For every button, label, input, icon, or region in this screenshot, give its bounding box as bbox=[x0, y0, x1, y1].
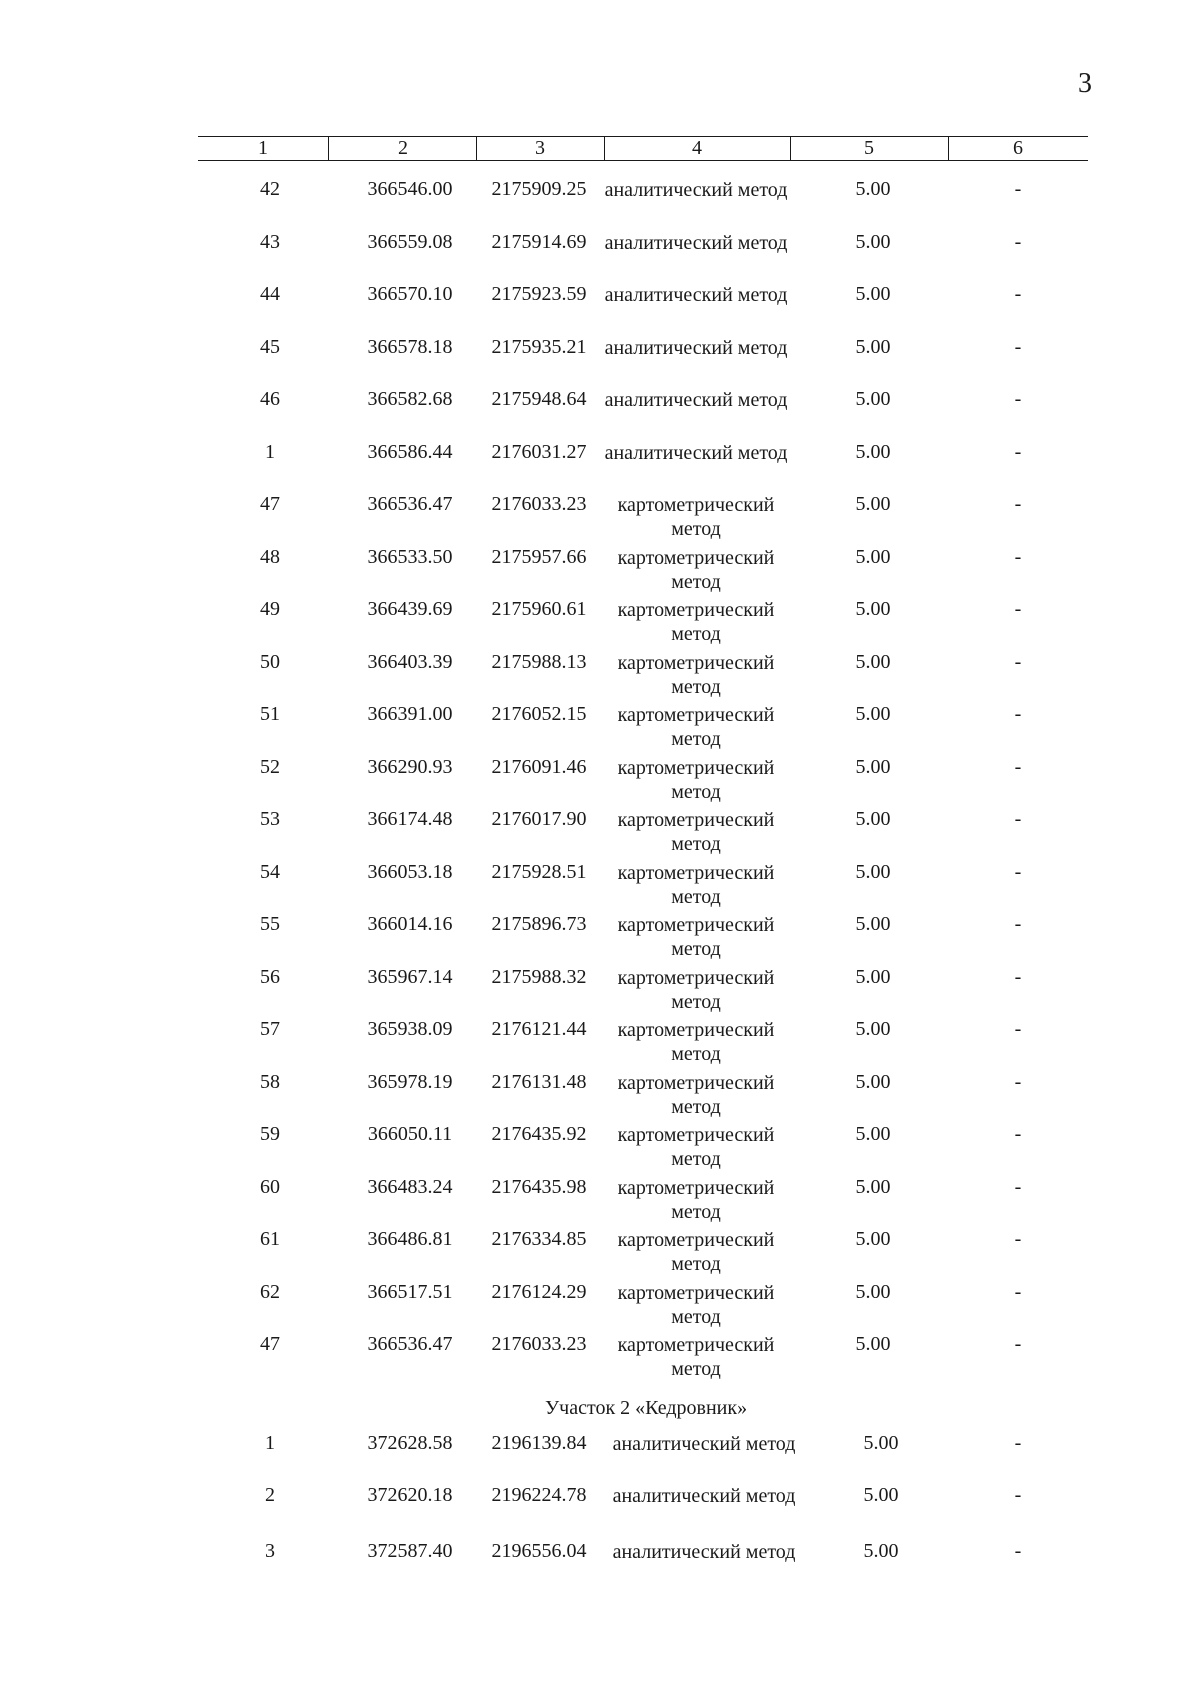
header-separator bbox=[328, 136, 329, 160]
y-coordinate-cell: 2176031.27 bbox=[491, 440, 587, 463]
table-row bbox=[0, 336, 1200, 386]
point-number-cell: 1 bbox=[265, 1432, 275, 1454]
note-cell: - bbox=[1014, 1280, 1022, 1303]
x-coordinate-cell: 366586.44 bbox=[367, 440, 453, 463]
table-row bbox=[0, 1484, 1200, 1534]
accuracy-cell: 5.00 bbox=[855, 1333, 891, 1355]
y-coordinate-cell: 2175948.64 bbox=[491, 388, 587, 410]
note-cell: - bbox=[1014, 230, 1022, 253]
note-cell: - bbox=[1014, 755, 1022, 778]
accuracy-cell: 5.00 bbox=[855, 178, 891, 200]
accuracy-cell: 5.00 bbox=[855, 913, 891, 935]
header-col-3: 3 bbox=[535, 137, 545, 159]
y-coordinate-cell: 2175988.13 bbox=[491, 650, 587, 673]
table-row bbox=[0, 1333, 1200, 1383]
note-cell: - bbox=[1014, 283, 1022, 305]
y-coordinate-cell: 2176435.98 bbox=[491, 1175, 587, 1198]
accuracy-cell: 5.00 bbox=[855, 493, 891, 515]
x-coordinate-cell: 366053.18 bbox=[367, 860, 453, 883]
point-number-cell: 44 bbox=[260, 283, 280, 305]
accuracy-cell: 5.00 bbox=[855, 230, 891, 253]
table-row bbox=[0, 1281, 1200, 1331]
note-cell: - bbox=[1014, 1540, 1022, 1562]
note-cell: - bbox=[1014, 1333, 1022, 1355]
note-cell: - bbox=[1014, 965, 1022, 988]
y-coordinate-cell: 2175928.51 bbox=[491, 860, 587, 883]
point-number-cell: 48 bbox=[260, 545, 280, 568]
point-number-cell: 47 bbox=[260, 493, 280, 515]
accuracy-cell: 5.00 bbox=[855, 545, 891, 568]
method-cell: картометрический метод bbox=[617, 1124, 775, 1170]
method-cell: картометрический метод bbox=[617, 861, 775, 908]
accuracy-cell: 5.00 bbox=[863, 1540, 899, 1562]
header-separator bbox=[476, 136, 477, 160]
header-col-2: 2 bbox=[398, 137, 408, 159]
note-cell: - bbox=[1014, 703, 1022, 725]
accuracy-cell: 5.00 bbox=[855, 860, 891, 883]
accuracy-cell: 5.00 bbox=[863, 1484, 899, 1506]
method-cell: картометрический метод bbox=[617, 1334, 775, 1380]
table-row bbox=[0, 966, 1200, 1016]
note-cell: - bbox=[1014, 1018, 1022, 1040]
accuracy-cell: 5.00 bbox=[863, 1432, 899, 1454]
y-coordinate-cell: 2175896.73 bbox=[491, 913, 587, 935]
method-cell: картометрический метод bbox=[617, 1071, 775, 1118]
point-number-cell: 54 bbox=[260, 860, 280, 883]
accuracy-cell: 5.00 bbox=[855, 1228, 891, 1250]
method-cell: аналитический метод bbox=[612, 1485, 796, 1507]
note-cell: - bbox=[1014, 493, 1022, 515]
note-cell: - bbox=[1014, 1123, 1022, 1145]
method-cell: картометрический метод bbox=[617, 494, 775, 540]
note-cell: - bbox=[1014, 1175, 1022, 1198]
note-cell: - bbox=[1014, 178, 1022, 200]
header-separator bbox=[604, 136, 605, 160]
x-coordinate-cell: 366403.39 bbox=[367, 650, 453, 673]
method-cell: картометрический метод bbox=[617, 1281, 775, 1328]
note-cell: - bbox=[1014, 1070, 1022, 1093]
y-coordinate-cell: 2196556.04 bbox=[491, 1540, 587, 1562]
point-number-cell: 2 bbox=[265, 1484, 275, 1506]
header-col-1: 1 bbox=[258, 137, 268, 159]
table-row bbox=[0, 756, 1200, 806]
x-coordinate-cell: 366559.08 bbox=[367, 230, 453, 253]
x-coordinate-cell: 366536.47 bbox=[367, 493, 453, 515]
note-cell: - bbox=[1014, 1484, 1022, 1506]
table-row bbox=[0, 1176, 1200, 1226]
accuracy-cell: 5.00 bbox=[855, 1070, 891, 1093]
header-col-5: 5 bbox=[864, 137, 874, 159]
accuracy-cell: 5.00 bbox=[855, 283, 891, 305]
x-coordinate-cell: 372628.58 bbox=[367, 1432, 453, 1454]
header-col-4: 4 bbox=[692, 137, 702, 159]
x-coordinate-cell: 366570.10 bbox=[367, 283, 453, 305]
point-number-cell: 55 bbox=[260, 913, 280, 935]
point-number-cell: 56 bbox=[260, 965, 280, 988]
method-cell: картометрический метод bbox=[617, 546, 775, 593]
table-row bbox=[0, 703, 1200, 753]
y-coordinate-cell: 2175988.32 bbox=[491, 965, 587, 988]
x-coordinate-cell: 372587.40 bbox=[367, 1540, 453, 1562]
point-number-cell: 45 bbox=[260, 335, 280, 358]
method-cell: аналитический метод bbox=[604, 389, 788, 411]
accuracy-cell: 5.00 bbox=[855, 335, 891, 358]
x-coordinate-cell: 366483.24 bbox=[367, 1175, 453, 1198]
header-bottom-rule bbox=[198, 160, 1088, 161]
x-coordinate-cell: 366582.68 bbox=[367, 388, 453, 410]
table-row bbox=[0, 808, 1200, 858]
note-cell: - bbox=[1014, 440, 1022, 463]
note-cell: - bbox=[1014, 913, 1022, 935]
method-cell: картометрический метод bbox=[617, 966, 775, 1013]
y-coordinate-cell: 2175909.25 bbox=[491, 178, 587, 200]
table-header bbox=[198, 136, 1088, 162]
x-coordinate-cell: 366517.51 bbox=[367, 1280, 453, 1303]
point-number-cell: 49 bbox=[260, 598, 280, 620]
point-number-cell: 58 bbox=[260, 1070, 280, 1093]
x-coordinate-cell: 372620.18 bbox=[367, 1484, 453, 1506]
table-row bbox=[0, 178, 1200, 228]
header-separator bbox=[790, 136, 791, 160]
x-coordinate-cell: 366391.00 bbox=[367, 703, 453, 725]
y-coordinate-cell: 2176124.29 bbox=[491, 1280, 587, 1303]
note-cell: - bbox=[1014, 860, 1022, 883]
note-cell: - bbox=[1014, 808, 1022, 830]
x-coordinate-cell: 366546.00 bbox=[367, 178, 453, 200]
note-cell: - bbox=[1014, 335, 1022, 358]
method-cell: аналитический метод bbox=[604, 441, 788, 464]
y-coordinate-cell: 2176121.44 bbox=[491, 1018, 587, 1040]
x-coordinate-cell: 366536.47 bbox=[367, 1333, 453, 1355]
method-cell: картометрический метод bbox=[617, 1229, 775, 1275]
accuracy-cell: 5.00 bbox=[855, 808, 891, 830]
table-row bbox=[0, 1228, 1200, 1278]
x-coordinate-cell: 366174.48 bbox=[367, 808, 453, 830]
y-coordinate-cell: 2196139.84 bbox=[491, 1432, 587, 1454]
method-cell: картометрический метод bbox=[617, 914, 775, 960]
point-number-cell: 47 bbox=[260, 1333, 280, 1355]
y-coordinate-cell: 2176435.92 bbox=[491, 1123, 587, 1145]
table-row bbox=[0, 651, 1200, 701]
accuracy-cell: 5.00 bbox=[855, 1280, 891, 1303]
method-cell: картометрический метод bbox=[617, 651, 775, 698]
x-coordinate-cell: 365967.14 bbox=[367, 965, 453, 988]
header-col-6: 6 bbox=[1013, 137, 1023, 159]
point-number-cell: 57 bbox=[260, 1018, 280, 1040]
method-cell: картометрический метод bbox=[617, 599, 775, 645]
method-cell: картометрический метод bbox=[617, 756, 775, 803]
point-number-cell: 52 bbox=[260, 755, 280, 778]
table-row bbox=[0, 598, 1200, 648]
method-cell: картометрический метод bbox=[617, 809, 775, 855]
table-row bbox=[0, 231, 1200, 281]
point-number-cell: 62 bbox=[260, 1280, 280, 1303]
accuracy-cell: 5.00 bbox=[855, 755, 891, 778]
header-separator bbox=[948, 136, 949, 160]
table-row bbox=[0, 1018, 1200, 1068]
accuracy-cell: 5.00 bbox=[855, 703, 891, 725]
table-row bbox=[0, 1071, 1200, 1121]
point-number-cell: 46 bbox=[260, 388, 280, 410]
header-top-rule bbox=[198, 136, 1088, 137]
method-cell: картометрический метод bbox=[617, 1176, 775, 1223]
table-row bbox=[0, 1540, 1200, 1590]
x-coordinate-cell: 366290.93 bbox=[367, 755, 453, 778]
method-cell: картометрический метод bbox=[617, 1019, 775, 1065]
x-coordinate-cell: 365978.19 bbox=[367, 1070, 453, 1093]
method-cell: аналитический метод bbox=[604, 336, 788, 359]
y-coordinate-cell: 2176334.85 bbox=[491, 1228, 587, 1250]
method-cell: аналитический метод bbox=[604, 231, 788, 254]
point-number-cell: 59 bbox=[260, 1123, 280, 1145]
x-coordinate-cell: 366439.69 bbox=[367, 598, 453, 620]
y-coordinate-cell: 2175957.66 bbox=[491, 545, 587, 568]
accuracy-cell: 5.00 bbox=[855, 1018, 891, 1040]
accuracy-cell: 5.00 bbox=[855, 965, 891, 988]
point-number-cell: 43 bbox=[260, 230, 280, 253]
y-coordinate-cell: 2175923.59 bbox=[491, 283, 587, 305]
accuracy-cell: 5.00 bbox=[855, 1175, 891, 1198]
note-cell: - bbox=[1014, 1432, 1022, 1454]
accuracy-cell: 5.00 bbox=[855, 440, 891, 463]
y-coordinate-cell: 2176131.48 bbox=[491, 1070, 587, 1093]
note-cell: - bbox=[1014, 650, 1022, 673]
table-row bbox=[0, 1123, 1200, 1173]
accuracy-cell: 5.00 bbox=[855, 1123, 891, 1145]
method-cell: аналитический метод bbox=[604, 284, 788, 306]
accuracy-cell: 5.00 bbox=[855, 598, 891, 620]
method-cell: аналитический метод bbox=[604, 179, 788, 201]
point-number-cell: 60 bbox=[260, 1175, 280, 1198]
note-cell: - bbox=[1014, 598, 1022, 620]
section-title-text: Участок 2 «Кедровник» bbox=[545, 1397, 748, 1419]
y-coordinate-cell: 2176091.46 bbox=[491, 755, 587, 778]
point-number-cell: 53 bbox=[260, 808, 280, 830]
y-coordinate-cell: 2176052.15 bbox=[491, 703, 587, 725]
note-cell: - bbox=[1014, 1228, 1022, 1250]
x-coordinate-cell: 366486.81 bbox=[367, 1228, 453, 1250]
table-row bbox=[0, 1432, 1200, 1482]
y-coordinate-cell: 2176033.23 bbox=[491, 493, 587, 515]
accuracy-cell: 5.00 bbox=[855, 650, 891, 673]
table-row bbox=[0, 441, 1200, 491]
note-cell: - bbox=[1014, 545, 1022, 568]
accuracy-cell: 5.00 bbox=[855, 388, 891, 410]
x-coordinate-cell: 365938.09 bbox=[367, 1018, 453, 1040]
point-number-cell: 3 bbox=[265, 1540, 275, 1562]
table-row bbox=[0, 388, 1200, 438]
note-cell: - bbox=[1014, 388, 1022, 410]
y-coordinate-cell: 2175960.61 bbox=[491, 598, 587, 620]
y-coordinate-cell: 2176017.90 bbox=[491, 808, 587, 830]
y-coordinate-cell: 2176033.23 bbox=[491, 1333, 587, 1355]
point-number-cell: 42 bbox=[260, 178, 280, 200]
method-cell: аналитический метод bbox=[612, 1433, 796, 1455]
method-cell: аналитический метод bbox=[612, 1541, 796, 1563]
x-coordinate-cell: 366014.16 bbox=[367, 913, 453, 935]
y-coordinate-cell: 2175935.21 bbox=[491, 335, 587, 358]
table-row bbox=[0, 913, 1200, 963]
table-row bbox=[0, 546, 1200, 596]
x-coordinate-cell: 366533.50 bbox=[367, 545, 453, 568]
x-coordinate-cell: 366050.11 bbox=[367, 1123, 453, 1145]
point-number-cell: 51 bbox=[260, 703, 280, 725]
x-coordinate-cell: 366578.18 bbox=[367, 335, 453, 358]
table-row bbox=[0, 493, 1200, 543]
point-number-cell: 50 bbox=[260, 650, 280, 673]
point-number-cell: 61 bbox=[260, 1228, 280, 1250]
y-coordinate-cell: 2175914.69 bbox=[491, 230, 587, 253]
page-number: 3 bbox=[1078, 68, 1092, 99]
y-coordinate-cell: 2196224.78 bbox=[491, 1484, 587, 1506]
table-row bbox=[0, 861, 1200, 911]
method-cell: картометрический метод bbox=[617, 704, 775, 750]
point-number-cell: 1 bbox=[265, 440, 275, 463]
table-row bbox=[0, 283, 1200, 333]
